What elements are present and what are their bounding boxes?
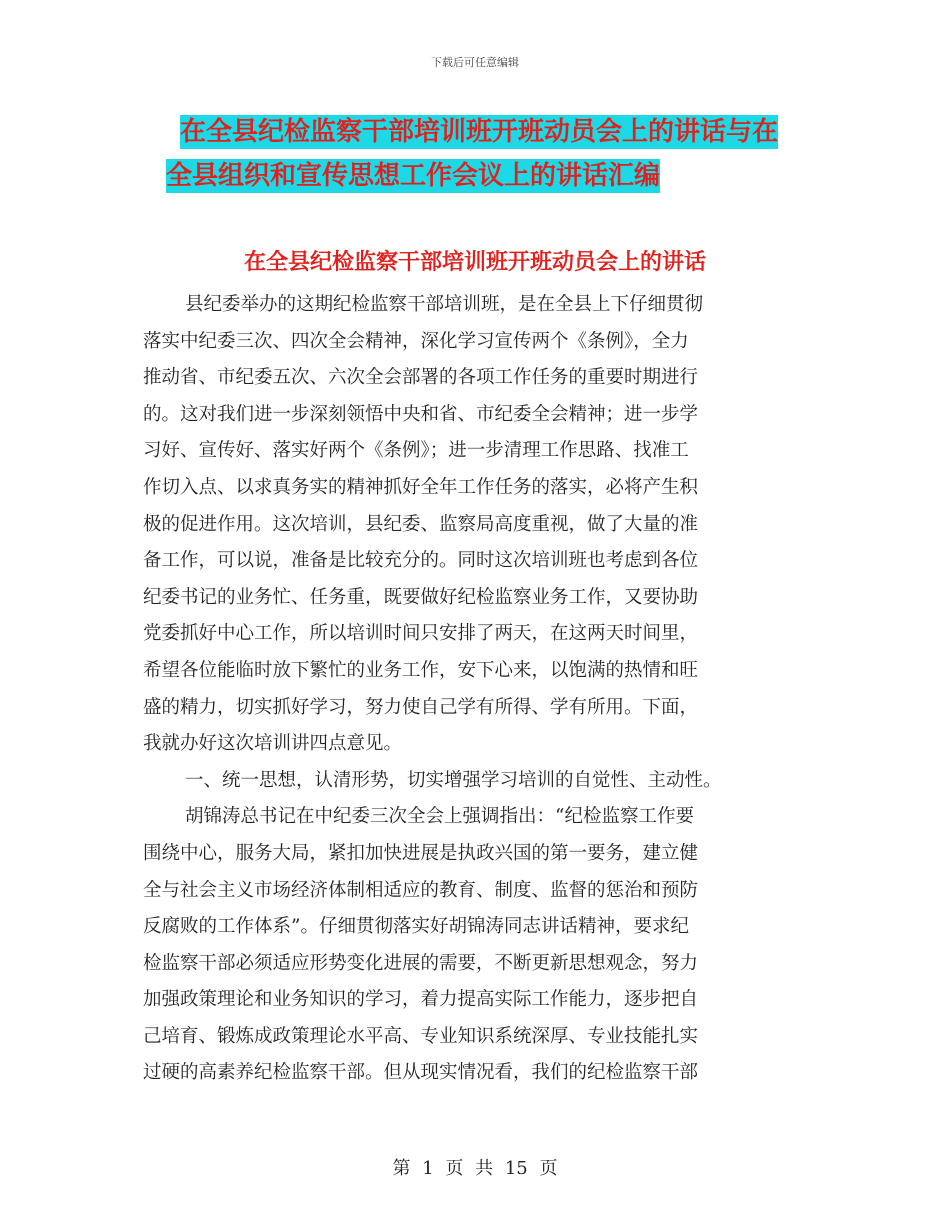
paragraph-line: 围绕中心，服务大局，紧扣加快进展是执政兴国的第一要务，建立健: [143, 842, 699, 864]
paragraph-line: 落实中纪委三次、四次全会精神，深化学习宣传两个《条例》，全力: [143, 330, 689, 352]
paragraph-line: 过硬的高素养纪检监察干部。但从现实情况看，我们的纪检监察干部: [143, 1062, 699, 1084]
document-title-line-2: 全县组织和宣传思想工作会议上的讲话汇编: [166, 161, 661, 191]
document-title: [166, 110, 820, 198]
paragraph-line: 作切入点、以求真务实的精神抓好全年工作任务的落实，必将产生积: [143, 476, 699, 498]
paragraph-line: 的。这对我们进一步深刻领悟中央和省、市纪委全会精神；进一步学: [143, 403, 699, 425]
paragraph-line: 反腐败的工作体系”。仔细贯彻落实好胡锦涛同志讲话精神，要求纪: [143, 916, 689, 938]
section-title: 在全县纪检监察干部培训班开班动员会上的讲话: [243, 250, 706, 275]
paragraph-line: 县纪委举办的这期纪检监察干部培训班，是在全县上下仔细贯彻: [185, 294, 704, 315]
header-note: 下载后可任意编辑: [431, 56, 519, 69]
document-title-line-1: 在全县纪检监察干部培训班开班动员会上的讲话与在: [180, 117, 779, 147]
paragraph-line: 加强政策理论和业务知识的学习，着力提高实际工作能力，逐步把自: [143, 989, 699, 1011]
paragraph-line: 盛的精力，切实抓好学习，努力使自己学有所得、学有所用。下面，: [143, 696, 699, 718]
paragraph-line: 己培育、锻炼成政策理论水平高、专业知识系统深厚、专业技能扎实: [143, 1025, 699, 1047]
paragraph-line: 希望各位能临时放下繁忙的业务工作，安下心来，以饱满的热情和旺: [143, 659, 699, 681]
paragraph-line: 推动省、市纪委五次、六次全会部署的各项工作任务的重要时期进行: [143, 367, 699, 389]
paragraph-line: 胡锦涛总书记在中纪委三次全会上强调指出：“纪检监察工作要: [185, 806, 694, 828]
paragraph-line: 检监察干部必须适应形势变化进展的需要，不断更新思想观念，努力: [143, 952, 699, 974]
paragraph-line: 纪委书记的业务忙、任务重，既要做好纪检监察业务工作，又要协助: [143, 586, 699, 608]
paragraph-line: 我就办好这次培训讲四点意见。: [143, 733, 403, 755]
page-number-footer: 第 1 页 共 15 页: [392, 1158, 558, 1179]
section-heading-line: 一、统一思想，认清形势，切实增强学习培训的自觉性、主动性。: [185, 769, 722, 791]
document-body: [143, 287, 811, 1092]
paragraph-line: 全与社会主义市场经济体制相适应的教育、制度、监督的惩治和预防: [143, 879, 699, 901]
paragraph-line: 备工作，可以说，准备是比较充分的。同时这次培训班也考虑到各位: [143, 550, 699, 572]
paragraph-line: 极的促进作用。这次培训，县纪委、监察局高度重视，做了大量的准: [143, 513, 699, 535]
paragraph-line: 党委抓好中心工作，所以培训时间只安排了两天，在这两天时间里，: [143, 623, 699, 645]
paragraph-line: 习好、宣传好、落实好两个《条例》；进一步清理工作思路、找准工: [143, 440, 689, 462]
